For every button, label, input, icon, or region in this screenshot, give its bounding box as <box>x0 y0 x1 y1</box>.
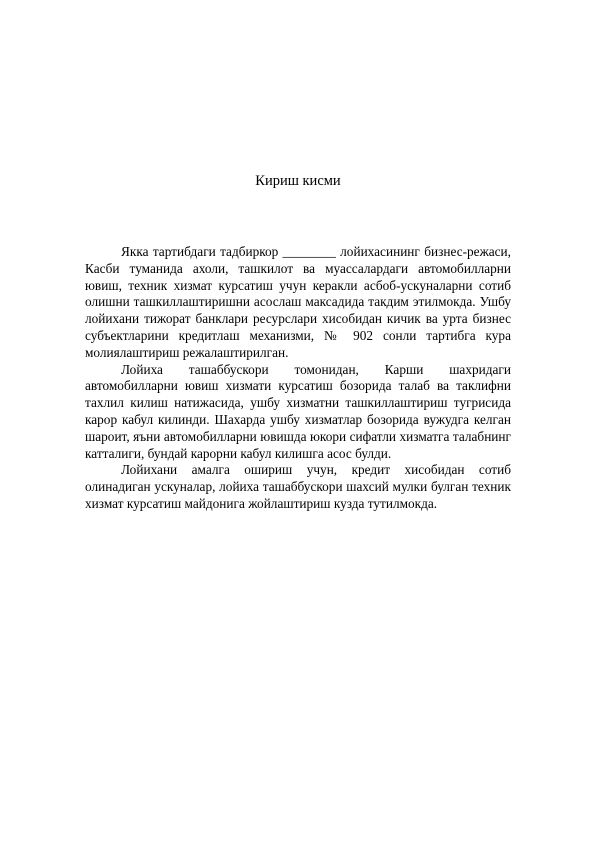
section-title: Кириш кисми <box>255 173 341 189</box>
paragraph-implementation: Лойихани амалга ошириш учун, кредит хисобидан сотиб олинадиган ускуналар, лойиха ташаббускори шахсий мулки булган техник хизмат курсатиш майдонига жойлаштириш кузда тутилмокда. <box>85 462 511 511</box>
paragraph-decision: Лойиха ташаббускори томонидан, Карши шахридаги автомобилларни ювиш хизмати курсатиш бозорида талаб ва таклифни тахлил килиш натижасида, ушбу хизматни ташкиллаштириш тугрисида карор кабул килинди. Шахарда ушбу хизматлар бозорида вужудга келган шароит, яъни автомобилларни ювишда юкори сифатли хизматга талабнинг катталиги, бундай карорни кабул килишга асос булди. <box>85 361 511 461</box>
paragraph-intro: Якка тартибдаги тадбиркор ________ лойихасининг бизнес-режаси, Касби туманида ахоли, ташкилот ва муассалардаги автомобилларни ювиш, техник хизмат курсатиш учун керакли асбоб-ускуналарни сотиб олишни ташкиллаштиришни асослаш максадида такдим этилмокда. Ушбу лойихани тижорат банклари ресурслари хисобидан кичик ва урта бизнес субъектларини кредитлаш механизми, № 902 сонли тартибга кура молиялаштириш режалаштирилган. <box>85 244 511 360</box>
body-text <box>85 244 511 513</box>
